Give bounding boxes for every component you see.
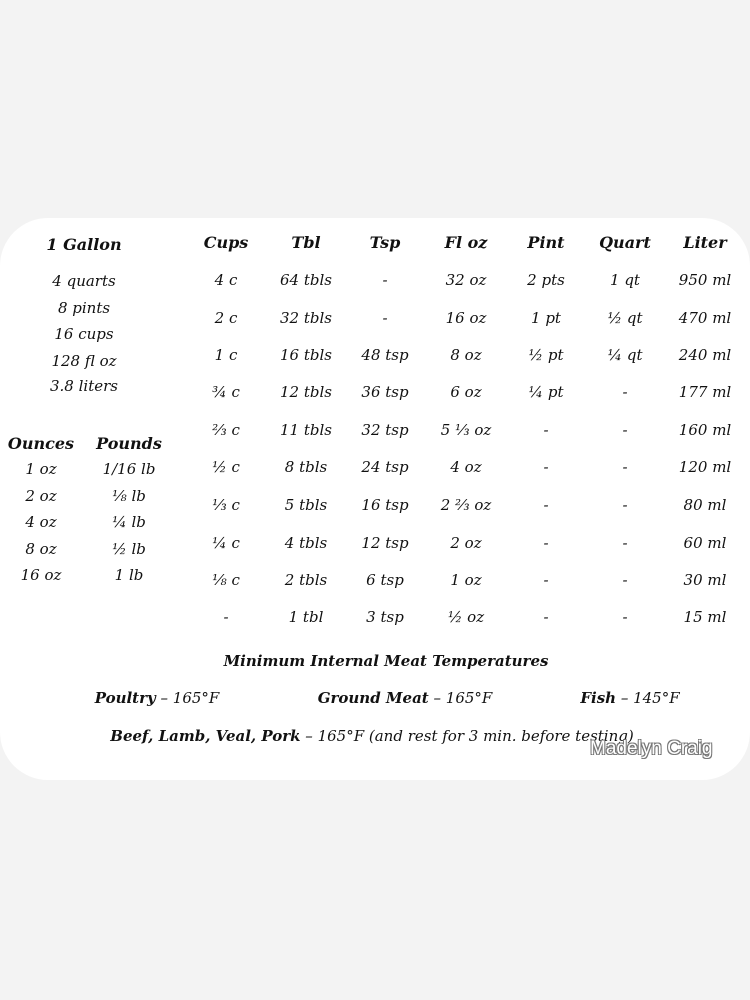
weight-cell: 8 oz: [25, 540, 57, 558]
volume-cell: 8 tbls: [284, 458, 328, 476]
volume-cell: 15 ml: [683, 608, 727, 626]
volume-cell: ¼ c: [212, 534, 240, 552]
volume-cell: ½ oz: [447, 608, 485, 626]
volume-cell: 2 c: [214, 309, 238, 327]
meat-temp-title: Minimum Internal Meat Temperatures: [223, 652, 549, 670]
meat-fish-label: Fish: [580, 689, 617, 707]
weight-cell: ⅛ lb: [112, 487, 146, 505]
volume-cell: 2 oz: [450, 534, 482, 552]
volume-cell: 32 tsp: [361, 421, 409, 439]
volume-cell: 12 tsp: [361, 534, 409, 552]
volume-cell: 80 ml: [683, 496, 727, 514]
volume-cell: 48 tsp: [361, 346, 409, 364]
volume-cell: 16 tbls: [280, 346, 332, 364]
gallon-title: 1 Gallon: [46, 235, 122, 254]
volume-cell: -: [622, 383, 628, 401]
weight-header: Pounds: [96, 434, 162, 453]
gallon-item: 128 fl oz: [51, 352, 117, 370]
weight-cell: 1 oz: [25, 460, 57, 478]
volume-cell: 36 tsp: [361, 383, 409, 401]
volume-header: Tsp: [369, 233, 401, 252]
volume-cell: -: [382, 309, 388, 327]
volume-cell: -: [622, 534, 628, 552]
volume-cell: -: [622, 496, 628, 514]
volume-cell: 60 ml: [683, 534, 727, 552]
volume-header: Fl oz: [444, 233, 488, 252]
weight-cell: ½ lb: [112, 540, 146, 558]
volume-cell: 4 tbls: [284, 534, 328, 552]
gallon-item: 4 quarts: [52, 272, 116, 290]
meat-beef-value: – 165°F (and rest for 3 min. before testing): [300, 727, 634, 745]
volume-cell: 8 oz: [450, 346, 482, 364]
volume-cell: -: [622, 421, 628, 439]
volume-cell: ⅛ c: [212, 571, 240, 589]
volume-cell: 1 tbl: [288, 608, 324, 626]
volume-cell: 1 c: [214, 346, 238, 364]
volume-cell: 16 oz: [445, 309, 487, 327]
volume-cell: 160 ml: [678, 421, 732, 439]
volume-cell: 30 ml: [683, 571, 727, 589]
volume-cell: 3 tsp: [366, 608, 404, 626]
volume-cell: -: [622, 608, 628, 626]
volume-cell: 950 ml: [678, 271, 732, 289]
volume-cell: 5 ⅓ oz: [440, 421, 492, 439]
volume-cell: -: [543, 571, 549, 589]
volume-cell: -: [543, 421, 549, 439]
meat-ground-label: Ground Meat: [317, 689, 429, 707]
meat-beef-label: Beef, Lamb, Veal, Pork: [110, 727, 301, 745]
meat-ground-value: – 165°F: [428, 689, 493, 707]
weight-cell: 1 lb: [114, 566, 144, 584]
volume-cell: 32 oz: [445, 271, 487, 289]
meat-poultry: [95, 689, 220, 707]
volume-cell: ⅔ c: [212, 421, 240, 439]
volume-cell: 12 tbls: [280, 383, 332, 401]
weight-cell: 16 oz: [20, 566, 62, 584]
volume-cell: 6 oz: [450, 383, 482, 401]
gallon-item: 16 cups: [54, 325, 114, 343]
volume-cell: -: [382, 271, 388, 289]
gallon-item: 3.8 liters: [50, 377, 118, 395]
volume-cell: 64 tbls: [280, 271, 332, 289]
volume-cell: 1 qt: [610, 271, 640, 289]
volume-cell: 16 tsp: [361, 496, 409, 514]
volume-cell: -: [223, 608, 229, 626]
meat-poultry-label: Poultry: [94, 689, 156, 707]
watermark: Madelyn Craig: [590, 738, 713, 759]
volume-cell: 4 oz: [450, 458, 482, 476]
volume-cell: -: [543, 458, 549, 476]
volume-cell: -: [543, 496, 549, 514]
volume-header: Tbl: [291, 233, 321, 252]
volume-header: Pint: [527, 233, 565, 252]
volume-cell: -: [543, 534, 549, 552]
volume-cell: 24 tsp: [361, 458, 409, 476]
weight-cell: ¼ lb: [112, 513, 146, 531]
volume-cell: 32 tbls: [280, 309, 332, 327]
volume-cell: 6 tsp: [366, 571, 404, 589]
volume-cell: ½ pt: [528, 346, 564, 364]
volume-cell: -: [622, 571, 628, 589]
volume-cell: 4 c: [214, 271, 238, 289]
weight-cell: 1/16 lb: [102, 460, 156, 478]
volume-cell: 5 tbls: [284, 496, 328, 514]
volume-cell: -: [543, 608, 549, 626]
volume-cell: 120 ml: [678, 458, 732, 476]
volume-cell: 177 ml: [678, 383, 732, 401]
volume-header: Quart: [599, 233, 651, 252]
volume-cell: ½ qt: [607, 309, 643, 327]
meat-beef: [110, 727, 633, 745]
weight-header: Ounces: [7, 434, 75, 453]
volume-cell: 11 tbls: [280, 421, 332, 439]
volume-cell: 2 tbls: [284, 571, 328, 589]
weight-cell: 2 oz: [25, 487, 57, 505]
meat-fish: [580, 689, 679, 707]
weight-cell: 4 oz: [25, 513, 57, 531]
volume-cell: -: [622, 458, 628, 476]
volume-cell: 470 ml: [678, 309, 732, 327]
volume-cell: 2 pts: [527, 271, 565, 289]
volume-cell: 1 pt: [531, 309, 561, 327]
meat-fish-value: – 145°F: [616, 689, 680, 707]
volume-cell: ⅓ c: [212, 496, 240, 514]
meat-ground: [318, 689, 493, 707]
volume-cell: ½ c: [212, 458, 240, 476]
volume-cell: 240 ml: [678, 346, 732, 364]
volume-header: Liter: [683, 233, 727, 252]
volume-cell: 2 ⅔ oz: [440, 496, 492, 514]
volume-cell: ¼ pt: [528, 383, 564, 401]
gallon-item: 8 pints: [57, 299, 111, 317]
volume-cell: ¾ c: [212, 383, 240, 401]
volume-cell: 1 oz: [450, 571, 482, 589]
volume-header: Cups: [203, 233, 249, 252]
meat-poultry-value: – 165°F: [155, 689, 220, 707]
volume-cell: ¼ qt: [607, 346, 643, 364]
